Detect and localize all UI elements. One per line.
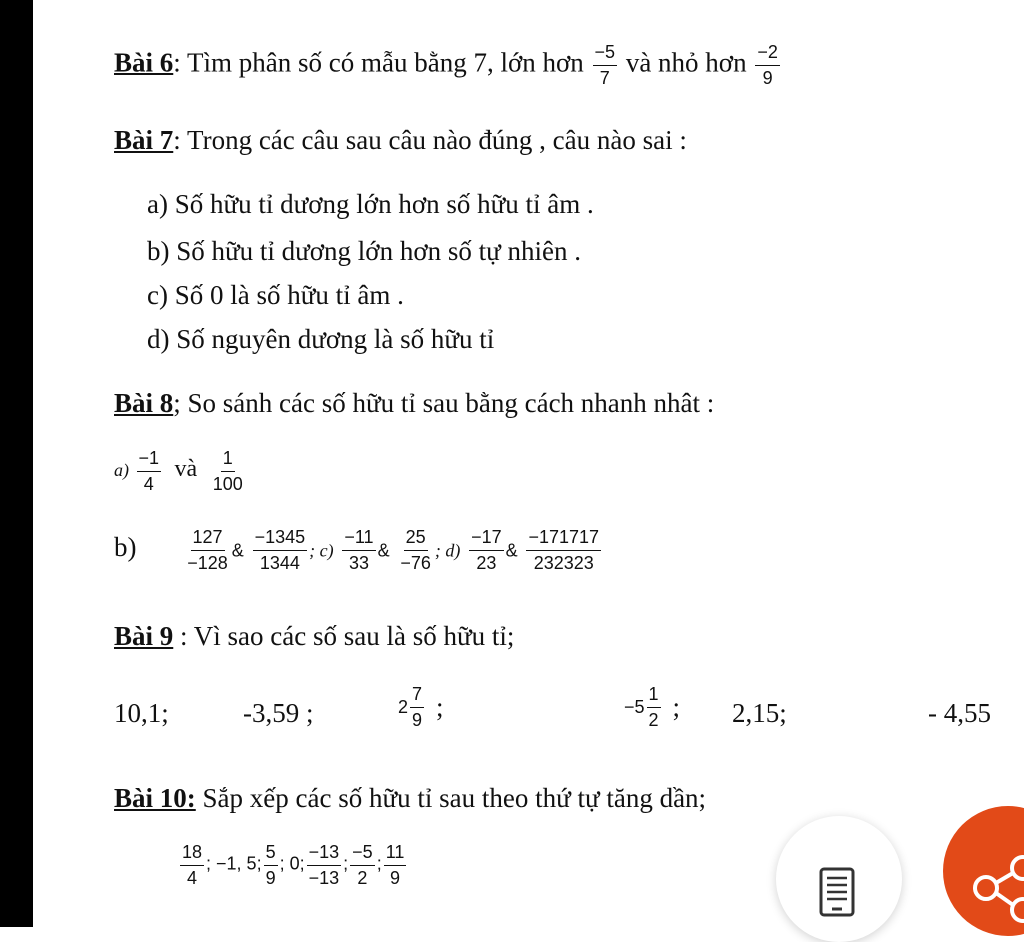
- num: −171717: [526, 527, 601, 551]
- bai10-heading: Bài 10:: [114, 783, 196, 813]
- whole: −5: [624, 697, 645, 718]
- bai8-line: [114, 390, 714, 417]
- seq-fraction-1: [180, 842, 204, 888]
- mixed-fraction: [647, 684, 661, 730]
- den: 100: [212, 473, 243, 494]
- bai7-line: [114, 127, 687, 154]
- den: 33: [348, 552, 369, 573]
- amp: &: [505, 540, 518, 561]
- part-d-fraction-2: [526, 527, 601, 573]
- den: 9: [762, 67, 773, 88]
- bai9-text: : Vì sao các số sau là số hữu tỉ;: [173, 621, 515, 651]
- part-c-fraction-1: [342, 527, 375, 573]
- bai9-n1: 10,1;: [114, 698, 169, 728]
- bai9-n6: - 4,55: [928, 698, 991, 728]
- seq-fraction-5: [384, 842, 407, 888]
- den: 4: [187, 867, 198, 888]
- part-b-fraction-1: [185, 527, 230, 573]
- num: −1: [137, 448, 162, 472]
- den: 9: [265, 867, 276, 888]
- bai7-text: : Trong các câu sau câu nào đúng , câu nào sai :: [173, 125, 687, 155]
- bai7-item-a: a) Số hữu tỉ dương lớn hơn số hữu tỉ âm .: [147, 189, 594, 219]
- num: −11: [342, 527, 375, 551]
- bai9-n5: 2,15;: [732, 698, 787, 728]
- den: 2: [357, 867, 368, 888]
- sep: ;: [672, 691, 681, 722]
- num: −13: [307, 842, 342, 866]
- bai8-text: ; So sánh các số hữu tỉ sau bằng cách nhanh nhât :: [173, 388, 715, 418]
- num: −5: [593, 42, 618, 66]
- num: 127: [191, 527, 225, 551]
- bai7-item-d: d) Số nguyên dương là số hữu tỉ: [147, 324, 495, 354]
- part-a-and: và: [174, 456, 198, 483]
- part-d-fraction-1: [469, 527, 504, 573]
- part-b-label: b): [114, 532, 137, 563]
- part-a-label: a): [114, 460, 129, 481]
- share-icon: [943, 806, 1024, 936]
- num: −1345: [253, 527, 308, 551]
- bai6-fraction-2: [755, 42, 780, 88]
- bai9-n2: -3,59 ;: [243, 698, 314, 728]
- den: 4: [143, 473, 154, 494]
- document-list-icon: [776, 816, 902, 942]
- whole: 2: [398, 697, 409, 718]
- num: 25: [404, 527, 428, 551]
- den: 9: [412, 709, 423, 730]
- bai7-item-b: b) Số hữu tỉ dương lớn hơn số tự nhiên .: [147, 236, 581, 266]
- part-c-fraction-2: [398, 527, 433, 573]
- num: 11: [384, 842, 407, 866]
- sep: ;: [436, 691, 444, 722]
- bai9-line: [114, 623, 514, 650]
- amp: &: [377, 540, 390, 561]
- seq-fraction-3: [307, 842, 342, 888]
- part-c-label: ; c): [309, 540, 334, 561]
- seq-fraction-2: [264, 842, 278, 888]
- seq-sep-1: ; −1, 5;: [206, 853, 262, 874]
- den: 232323: [533, 552, 594, 573]
- den: −76: [400, 552, 431, 573]
- seq-sep-4: ;: [376, 853, 382, 874]
- amp: &: [231, 540, 244, 561]
- num: 1: [221, 448, 235, 472]
- bai6-text: : Tìm phân số có mẫu bằng 7, lớn hơn: [173, 47, 584, 78]
- bai8-part-a: [114, 448, 247, 494]
- part-a-fraction-1: [137, 448, 162, 494]
- bai9-n3: [398, 684, 444, 730]
- den: 1344: [259, 552, 300, 573]
- bai6-fraction-1: [593, 42, 618, 88]
- part-d-label: ; d): [434, 540, 461, 561]
- num: 7: [410, 684, 424, 708]
- bai9-n4: [624, 684, 680, 730]
- num: −17: [469, 527, 504, 551]
- den: 7: [599, 67, 610, 88]
- part-b-fraction-2: [253, 527, 308, 573]
- den: 9: [390, 867, 401, 888]
- share-fab-button[interactable]: [943, 806, 1024, 936]
- den: 23: [476, 552, 497, 573]
- left-black-bar: [0, 0, 33, 927]
- seq-fraction-4: [350, 842, 375, 888]
- bai6-heading: Bài 6: [114, 47, 174, 78]
- bai7-item-c: c) Số 0 là số hữu tỉ âm .: [147, 280, 404, 310]
- den: −128: [187, 552, 228, 573]
- bai8-part-b: [114, 527, 603, 573]
- bai9-heading: Bài 9: [114, 621, 174, 651]
- bai6-line: [114, 42, 782, 88]
- den: −13: [308, 867, 340, 888]
- num: 18: [180, 842, 204, 866]
- bai8-heading: Bài 8: [114, 388, 174, 418]
- mixed-fraction: [410, 684, 424, 730]
- part-a-fraction-2: [211, 448, 245, 494]
- bai10-text: Sắp xếp các số hữu tỉ sau theo thứ tự tăng dần;: [195, 783, 707, 813]
- num: 1: [647, 684, 661, 708]
- num: 5: [264, 842, 278, 866]
- num: −5: [350, 842, 375, 866]
- bai6-mid: và nhỏ hơn: [625, 47, 747, 78]
- document-fab-button[interactable]: [776, 816, 902, 942]
- bai7-heading: Bài 7: [114, 125, 174, 155]
- seq-sep-2: ; 0;: [279, 853, 305, 874]
- num: −2: [755, 42, 780, 66]
- bai10-line: [114, 785, 706, 812]
- bai10-sequence: [178, 842, 408, 888]
- den: 2: [648, 709, 659, 730]
- seq-sep-3: ;: [343, 853, 349, 874]
